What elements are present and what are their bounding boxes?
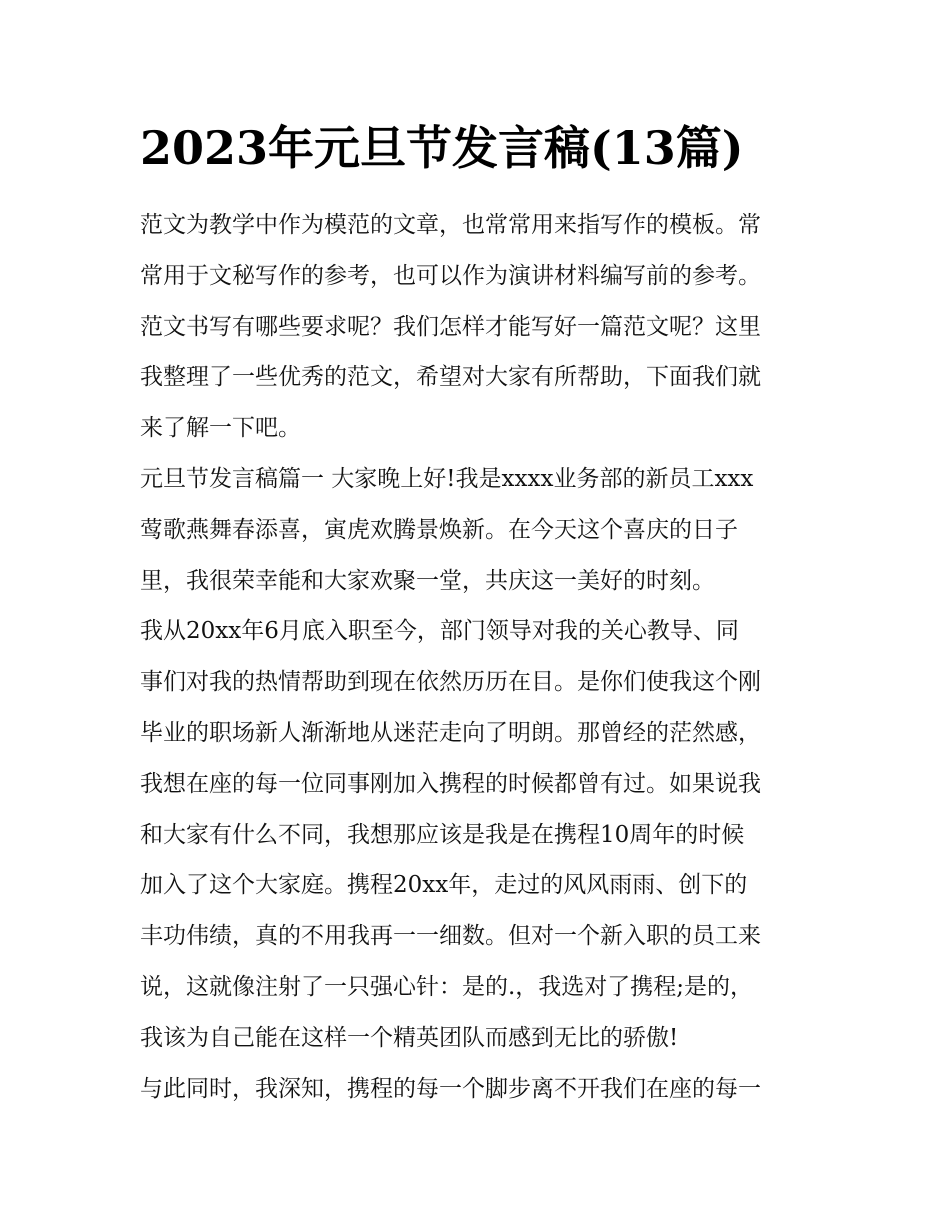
body-line: 来了解一下吧。 — [140, 415, 301, 442]
body-line: 我该为自己能在这样一个精英团队而感到无比的骄傲! — [140, 1024, 679, 1051]
body-line: 常用于文秘写作的参考，也可以作为演讲材料编写前的参考。 — [140, 262, 761, 289]
body-line: 我从20xx年6月底入职至今，部门领导对我的关心教导、同 — [140, 618, 739, 645]
body-line: 莺歌燕舞春添喜，寅虎欢腾景焕新。在今天这个喜庆的日子 — [140, 516, 738, 543]
body-line: 里，我很荣幸能和大家欢聚一堂，共庆这一美好的时刻。 — [140, 567, 715, 594]
body-line: 我想在座的每一位同事刚加入携程的时候都曾有过。如果说我 — [140, 770, 761, 797]
body-line: 与此同时，我深知，携程的每一个脚步离不开我们在座的每一 — [140, 1075, 761, 1102]
body-line: 我整理了一些优秀的范文，希望对大家有所帮助，下面我们就 — [140, 364, 761, 391]
body-line: 加入了这个大家庭。携程20xx年，走过的风风雨雨、创下的 — [140, 872, 748, 899]
body-line: 事们对我的热情帮助到现在依然历历在目。是你们使我这个刚 — [140, 669, 761, 696]
document-body — [140, 200, 816, 1114]
body-line: 毕业的职场新人渐渐地从迷茫走向了明朗。那曾经的茫然感， — [140, 719, 761, 746]
document-title: 2023年元旦节发言稿(13篇) — [140, 121, 744, 175]
body-line: 范文书写有哪些要求呢？我们怎样才能写好一篇范文呢？这里 — [140, 313, 761, 340]
body-line: 范文为教学中作为模范的文章，也常常用来指写作的模板。常 — [140, 212, 761, 238]
body-line: 元旦节发言稿篇一 大家晚上好!我是xxxx业务部的新员工xxx — [140, 465, 754, 492]
body-line: 和大家有什么不同，我想那应该是我是在携程10周年的时候 — [140, 821, 745, 848]
body-line: 丰功伟绩，真的不用我再一一细数。但对一个新入职的员工来 — [140, 923, 761, 950]
body-line: 说，这就像注射了一只强心针：是的.，我选对了携程;是的， — [140, 973, 754, 1000]
